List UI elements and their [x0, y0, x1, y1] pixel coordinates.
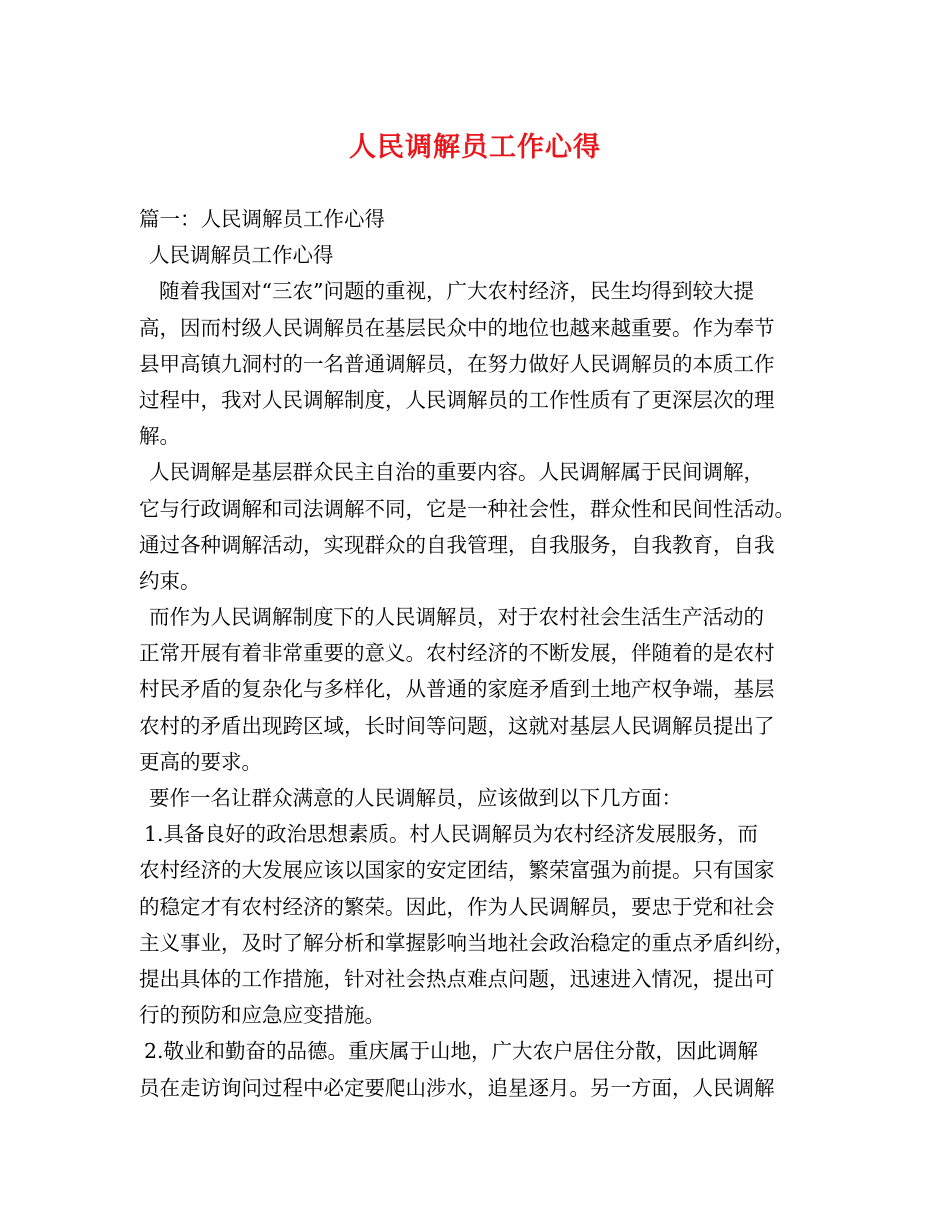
paragraph-line: 主义事业，及时了解分析和掌握影响当地社会政治稳定的重点矛盾纠纷，: [139, 930, 795, 955]
paragraph-line: 随着我国对“三农”问题的重视，广大农村经济，民生均得到较大提: [159, 279, 754, 304]
paragraph-line: 员在走访询问过程中必定要爬山涉水，追星逐月。另一方面，人民调解: [139, 1075, 775, 1100]
paragraph-line: 通过各种调解活动，实现群众的自我管理，自我服务，自我教育，自我: [139, 532, 775, 557]
paragraph-line: 农村经济的大发展应该以国家的安定团结，繁荣富强为前提。只有国家: [139, 858, 775, 883]
paragraph-line: 的稳定才有农村经济的繁荣。因此，作为人民调解员，要忠于党和社会: [139, 894, 775, 919]
paragraph-line: 农村的矛盾出现跨区域，长时间等问题，这就对基层人民调解员提出了: [139, 713, 775, 738]
paragraph-line: 人民调解是基层群众民主自治的重要内容。人民调解属于民间调解，: [149, 460, 764, 485]
section-heading: 篇一：人民调解员工作心得: [139, 207, 385, 231]
paragraph-line: 约束。: [139, 568, 201, 593]
paragraph-line: 要作一名让群众满意的人民调解员，应该做到以下几方面：: [149, 786, 682, 810]
paragraph-line: 它与行政调解和司法调解不同，它是一种社会性，群众性和民间性活动。: [139, 496, 795, 521]
document-title: 人民调解员工作心得: [349, 132, 601, 163]
paragraph-line: 更高的要求。: [139, 749, 262, 774]
list-item-line: 2.敬业和勤奋的品德。重庆属于山地，广大农户居住分散，因此调解: [144, 1039, 759, 1064]
paragraph-line: 高，因而村级人民调解员在基层民众中的地位也越来越重要。作为奉节: [139, 315, 775, 340]
document-body: [139, 201, 829, 1106]
paragraph-line: 解。: [139, 424, 180, 449]
sub-heading: 人民调解员工作心得: [149, 243, 334, 268]
list-item-line: 1.具备良好的政治思想素质。村人民调解员为农村经济发展服务，而: [144, 822, 759, 847]
paragraph-line: 村民矛盾的复杂化与多样化，从普通的家庭矛盾到土地产权争端，基层: [139, 677, 775, 702]
paragraph-line: 县甲高镇九洞村的一名普通调解员，在努力做好人民调解员的本质工作: [139, 351, 775, 376]
paragraph-line: 过程中，我对人民调解制度，人民调解员的工作性质有了更深层次的理: [139, 387, 775, 412]
paragraph-line: 提出具体的工作措施，针对社会热点难点问题，迅速进入情况，提出可: [139, 966, 775, 991]
paragraph-line: 行的预防和应急应变措施。: [139, 1003, 385, 1028]
paragraph-line: 正常开展有着非常重要的意义。农村经济的不断发展，伴随着的是农村: [139, 641, 775, 666]
paragraph-line: 而作为人民调解制度下的人民调解员，对于农村社会生活生产活动的: [149, 605, 764, 630]
